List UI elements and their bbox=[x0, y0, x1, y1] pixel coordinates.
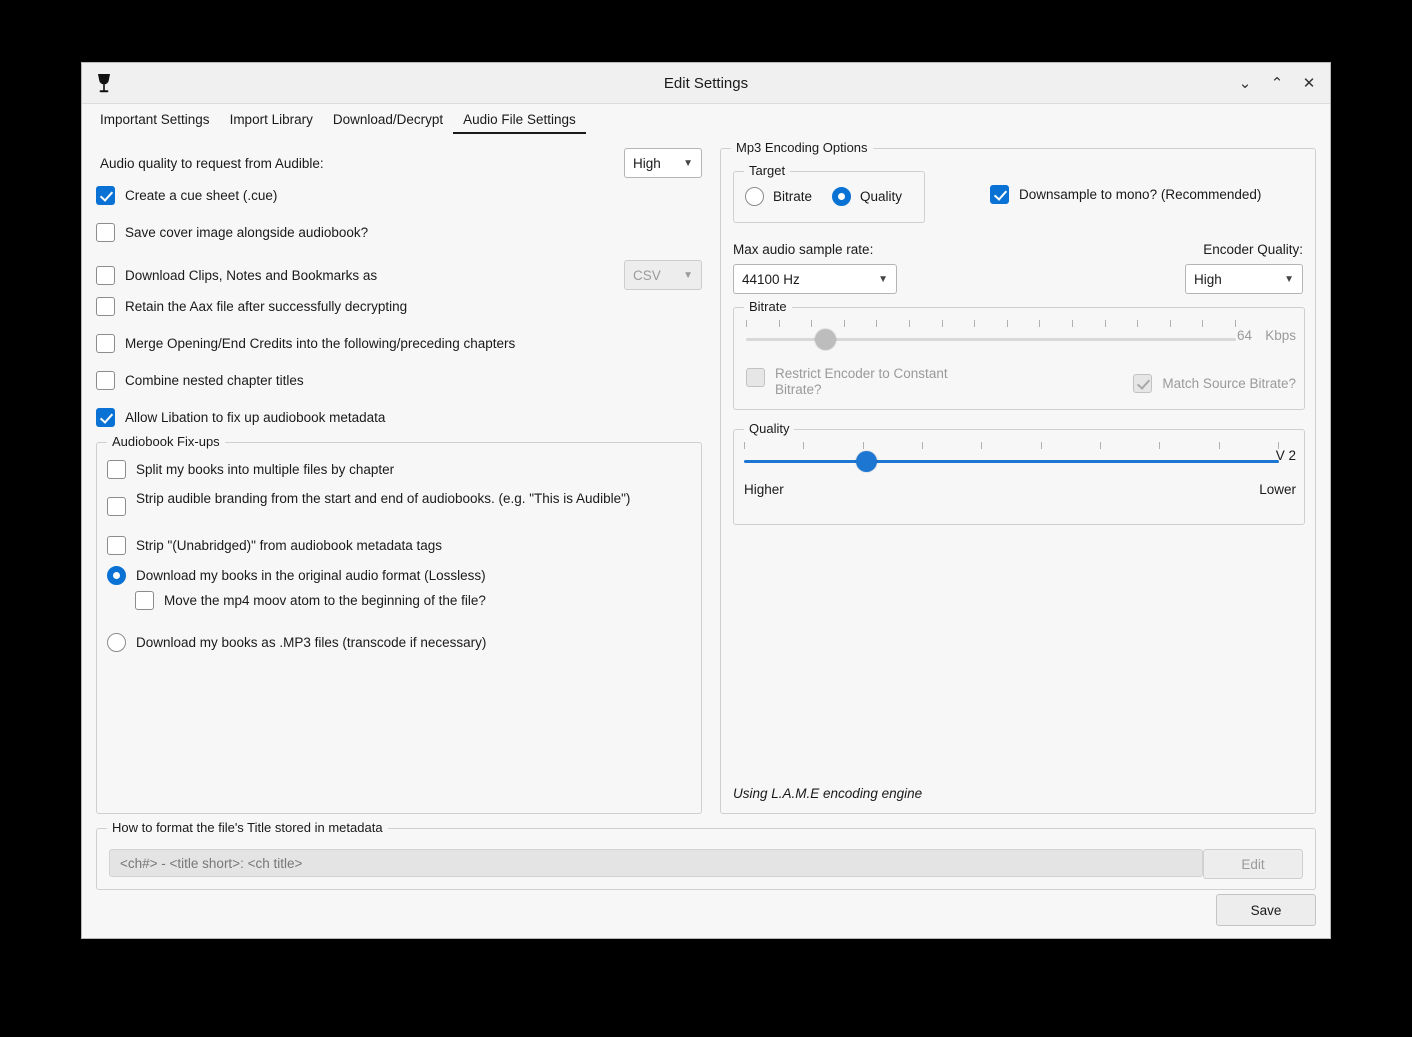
match-source-bitrate-checkbox[interactable] bbox=[1133, 374, 1152, 393]
download-mp3-radio[interactable] bbox=[107, 633, 126, 652]
constant-bitrate-checkbox[interactable] bbox=[746, 368, 765, 387]
title-format-edit-button[interactable]: Edit bbox=[1203, 849, 1303, 879]
bitrate-slider-ticks bbox=[746, 320, 1236, 328]
title-format-input[interactable]: <ch#> - <title short>: <ch title> bbox=[109, 849, 1203, 877]
target-group bbox=[733, 163, 925, 223]
quality-lower-label: Lower bbox=[1259, 482, 1296, 497]
quality-group bbox=[733, 421, 1305, 525]
download-mp3-row[interactable] bbox=[107, 633, 486, 652]
download-clips-row[interactable] bbox=[96, 260, 702, 290]
audio-quality-label: Audio quality to request from Audible: bbox=[100, 155, 324, 171]
bitrate-group bbox=[733, 299, 1305, 410]
save-button[interactable]: Save bbox=[1216, 894, 1316, 926]
download-clips-left bbox=[96, 266, 377, 285]
save-cover-image-label: Save cover image alongside audiobook? bbox=[125, 225, 369, 240]
retain-aax-row[interactable] bbox=[96, 297, 407, 316]
window-title: Edit Settings bbox=[663, 74, 749, 92]
clips-format-select[interactable] bbox=[624, 260, 702, 290]
encoding-engine-note: Using L.A.M.E encoding engine bbox=[733, 786, 923, 801]
tab-audio-file-settings[interactable]: Audio File Settings bbox=[453, 110, 586, 134]
encoder-quality-select[interactable] bbox=[1185, 264, 1303, 294]
merge-credits-label: Merge Opening/End Credits into the following/preceding chapters bbox=[125, 336, 516, 351]
target-title: Target bbox=[744, 163, 790, 178]
move-moov-atom-label: Move the mp4 moov atom to the beginning of the file? bbox=[164, 593, 486, 608]
move-moov-atom-checkbox[interactable] bbox=[135, 591, 154, 610]
columns bbox=[96, 140, 1316, 816]
bitrate-slider-knob[interactable] bbox=[815, 329, 836, 350]
title-format-title: How to format the file's Title stored in metadata bbox=[107, 820, 388, 835]
retain-aax-checkbox[interactable] bbox=[96, 297, 115, 316]
combine-nested-chapters-checkbox[interactable] bbox=[96, 371, 115, 390]
save-cover-image-checkbox[interactable] bbox=[96, 223, 115, 242]
split-books-checkbox[interactable] bbox=[107, 460, 126, 479]
sample-rate-label: Max audio sample rate: bbox=[733, 242, 874, 257]
quality-slider[interactable] bbox=[744, 442, 1279, 476]
quality-slider-track bbox=[744, 460, 1279, 463]
minimize-button[interactable]: ⌄ bbox=[1238, 75, 1252, 92]
target-bitrate-row[interactable] bbox=[745, 187, 812, 206]
target-bitrate-radio[interactable] bbox=[745, 187, 764, 206]
close-button[interactable]: ✕ bbox=[1302, 75, 1316, 92]
downsample-mono-label: Downsample to mono? (Recommended) bbox=[1019, 187, 1262, 202]
quality-slider-ticks bbox=[744, 442, 1279, 450]
download-mp3-label: Download my books as .MP3 files (transcode if necessary) bbox=[136, 635, 487, 650]
audio-quality-value: High bbox=[633, 155, 661, 171]
left-column bbox=[96, 144, 706, 816]
strip-unabridged-label: Strip "(Unabridged)" from audiobook metadata tags bbox=[136, 538, 442, 553]
constant-bitrate-row[interactable] bbox=[746, 366, 996, 398]
quality-title: Quality bbox=[744, 421, 794, 436]
match-source-bitrate-row[interactable] bbox=[1133, 374, 1296, 393]
quality-value: V 2 bbox=[1275, 448, 1296, 463]
tab-download-decrypt[interactable]: Download/Decrypt bbox=[332, 112, 444, 127]
chevron-down-icon: ▼ bbox=[1284, 273, 1294, 285]
sample-rate-value: 44100 Hz bbox=[742, 271, 800, 287]
download-lossless-radio[interactable] bbox=[107, 566, 126, 585]
audio-quality-row bbox=[100, 148, 702, 178]
tab-import-library[interactable]: Import Library bbox=[229, 112, 313, 127]
bitrate-slider[interactable] bbox=[746, 320, 1236, 354]
right-column bbox=[720, 140, 1316, 816]
wine-glass-icon bbox=[90, 69, 118, 97]
title-format-group bbox=[96, 820, 1316, 890]
strip-unabridged-row[interactable] bbox=[107, 536, 442, 555]
title-bar bbox=[82, 63, 1330, 104]
combine-nested-chapters-label: Combine nested chapter titles bbox=[125, 373, 304, 388]
chevron-down-icon: ▼ bbox=[683, 269, 693, 281]
chevron-down-icon: ▼ bbox=[683, 157, 693, 169]
quality-slider-knob[interactable] bbox=[856, 451, 877, 472]
allow-fix-metadata-label: Allow Libation to fix up audiobook metadata bbox=[125, 410, 386, 425]
combine-nested-chapters-row[interactable] bbox=[96, 371, 304, 390]
strip-branding-row[interactable] bbox=[107, 490, 677, 516]
match-source-bitrate-label: Match Source Bitrate? bbox=[1162, 376, 1296, 391]
clips-format-value: CSV bbox=[633, 267, 661, 283]
mp3-encoding-options-group bbox=[720, 140, 1316, 814]
audio-quality-select[interactable] bbox=[624, 148, 702, 178]
quality-higher-label: Higher bbox=[744, 482, 784, 497]
tab-important-settings[interactable]: Important Settings bbox=[100, 112, 210, 127]
create-cue-sheet-checkbox[interactable] bbox=[96, 186, 115, 205]
merge-credits-checkbox[interactable] bbox=[96, 334, 115, 353]
target-bitrate-label: Bitrate bbox=[773, 189, 813, 204]
bitrate-title: Bitrate bbox=[744, 299, 792, 314]
chevron-down-icon: ▼ bbox=[878, 273, 888, 285]
target-quality-radio[interactable] bbox=[832, 187, 851, 206]
merge-credits-row[interactable] bbox=[96, 334, 515, 353]
maximize-button[interactable]: ⌃ bbox=[1270, 75, 1284, 92]
tab-bar bbox=[82, 104, 1330, 134]
strip-branding-label: Strip audible branding from the start and end of audiobooks. (e.g. "This is Audible") bbox=[136, 491, 631, 506]
mp3-encoding-options-title: Mp3 Encoding Options bbox=[731, 140, 873, 155]
target-quality-row[interactable] bbox=[832, 187, 902, 206]
create-cue-sheet-row[interactable] bbox=[96, 186, 277, 205]
sample-rate-select[interactable] bbox=[733, 264, 897, 294]
retain-aax-label: Retain the Aax file after successfully decrypting bbox=[125, 299, 408, 314]
strip-unabridged-checkbox[interactable] bbox=[107, 536, 126, 555]
download-clips-label: Download Clips, Notes and Bookmarks as bbox=[125, 267, 378, 283]
encoder-quality-value: High bbox=[1194, 271, 1222, 287]
target-quality-label: Quality bbox=[860, 189, 903, 204]
constant-bitrate-label: Restrict Encoder to Constant Bitrate? bbox=[775, 366, 948, 397]
bitrate-value: 64 bbox=[1236, 328, 1252, 343]
download-lossless-row[interactable] bbox=[107, 566, 486, 585]
window-controls bbox=[1230, 68, 1324, 98]
encoder-quality-label: Encoder Quality: bbox=[1203, 242, 1303, 257]
allow-fix-metadata-row[interactable] bbox=[96, 408, 385, 427]
move-moov-atom-row[interactable] bbox=[135, 591, 486, 610]
audiobook-fixups-group bbox=[96, 434, 702, 814]
download-lossless-label: Download my books in the original audio format (Lossless) bbox=[136, 568, 486, 583]
save-cover-image-row[interactable] bbox=[96, 223, 368, 242]
strip-branding-checkbox[interactable] bbox=[107, 497, 126, 516]
settings-content bbox=[82, 134, 1330, 938]
create-cue-sheet-label: Create a cue sheet (.cue) bbox=[125, 188, 278, 203]
split-books-row[interactable] bbox=[107, 460, 394, 479]
audiobook-fixups-title: Audiobook Fix-ups bbox=[107, 434, 225, 449]
downsample-mono-row[interactable] bbox=[990, 185, 1261, 204]
edit-settings-window bbox=[81, 62, 1331, 939]
bitrate-unit: Kbps bbox=[1265, 328, 1296, 343]
allow-fix-metadata-checkbox[interactable] bbox=[96, 408, 115, 427]
split-books-label: Split my books into multiple files by chapter bbox=[136, 462, 395, 477]
download-clips-checkbox[interactable] bbox=[96, 266, 115, 285]
downsample-mono-checkbox[interactable] bbox=[990, 185, 1009, 204]
